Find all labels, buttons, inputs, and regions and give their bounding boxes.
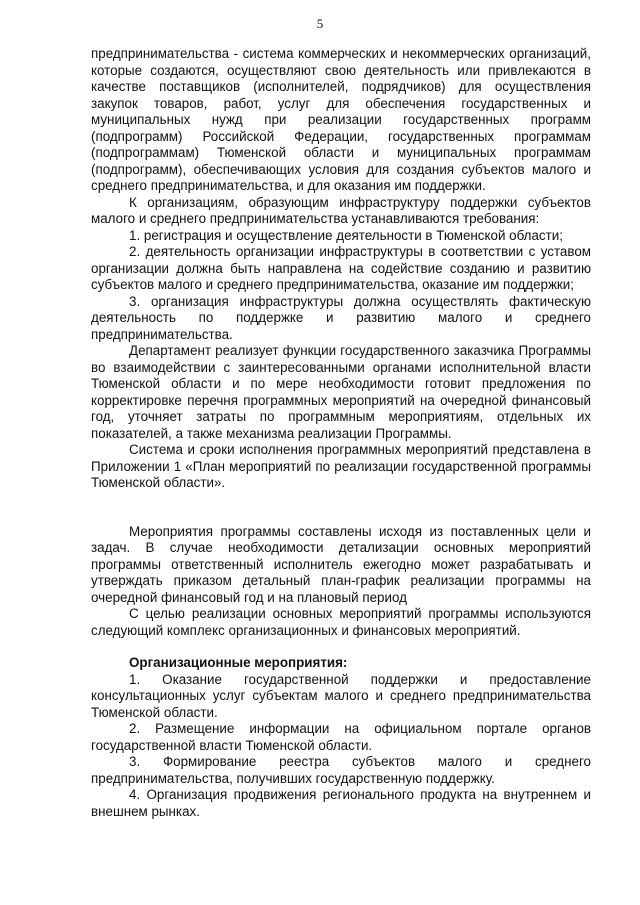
- paragraph-measures: Мероприятия программы составлены исходя из поставленных цели и задач. В случае необходимости детализации основных мероприятий программы ответственный исполнитель ежегодно может разрабатывать и утверждать приказом детальный план-график реализации программы на очередной финансовый год и на плановый период: [91, 523, 591, 605]
- paragraph-intro: предпринимательства - система коммерческих и некоммерческих организаций, которые создаются, осуществляют свою деятельность или привлекаются в качестве поставщиков (исполнителей, подрядчиков) для осуществления закупок товаров, работ, услуг для обеспечения государственных и муниципальных нужд при реализации государственных программ (подпрограмм) Российской Федерации, государственных программам (подпрограммам) Тюменской области и муниципальных программам (подпрограмм), обеспечивающих условия для создания субъектов малого и среднего предпринимательства, и для оказания им поддержки.: [91, 46, 591, 193]
- requirement-item: 2. деятельность организации инфраструктуры в соответствии с уставом организации должна быть направлена на содействие созданию и развитию субъектов малого и среднего предпринимательства, оказание им поддержки;: [91, 244, 591, 292]
- organizational-item: 4. Организация продвижения регионального продукта на внутреннем и внешнем рынках.: [91, 787, 591, 819]
- organizational-item: 2. Размещение информации на официальном портале органов государственной власти Тюменской области.: [91, 721, 591, 753]
- requirement-item: 1. регистрация и осуществление деятельности в Тюменской области;: [129, 227, 563, 243]
- organizational-item: 3. Формирование реестра субъектов малого и среднего предпринимательства, получивших государственную поддержку.: [91, 754, 591, 786]
- document-body: [91, 46, 591, 820]
- paragraph-system: Система и сроки исполнения программных мероприятий представлена в Приложении 1 «План мероприятий по реализации государственной программы Тюменской области».: [91, 442, 591, 490]
- paragraph-department: Департамент реализует функции государственного заказчика Программы во взаимодействии с заинтересованными органами исполнительной власти Тюменской области и по мере необходимости готовит предложения по корректировке перечня программных мероприятий на очередной финансовый год, уточняет затраты по программным мероприятиям, отдельных их показателей, а также механизма реализации Программы.: [91, 343, 591, 441]
- requirement-item: 3. организация инфраструктуры должна осуществлять фактическую деятельность по поддержке и развитию малого и среднего предпринимательства.: [91, 293, 591, 342]
- section-heading-organizational: Организационные мероприятия:: [129, 655, 348, 670]
- paragraph-requirements-lead: К организациям, образующим инфраструктуру поддержки субъектов малого и среднего предпринимательства устанавливаются требования:: [91, 194, 591, 226]
- page-number: 5: [316, 16, 324, 31]
- blank-space: [91, 639, 591, 655]
- paragraph-complex: С целью реализации основных мероприятий программы используются следующий комплекс организационных и финансовых мероприятий.: [91, 606, 591, 638]
- organizational-item: 1. Оказание государственной поддержки и предоставление консультационных услуг субъектам малого и среднего предпринимательства Тюменской области.: [91, 671, 591, 720]
- blank-space: [91, 492, 591, 524]
